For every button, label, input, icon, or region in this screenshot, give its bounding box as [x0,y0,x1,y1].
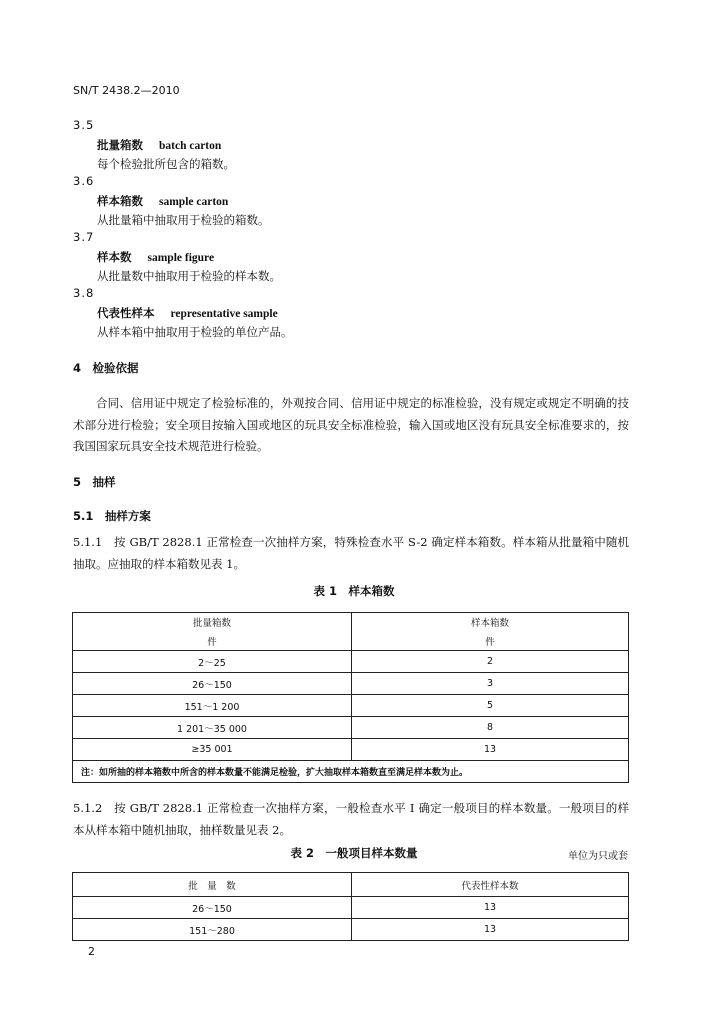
section-body: 合同、信用证中规定了检验标准的，外观按合同、信用证中规定的标准检验，没有规定或规定不明确的技术部分进行检验；安全项目按输入国或地区的玩具安全标准检验，输入国或地区没有玩具安全标准要求的，按我国国家玩具安全技术规范进行检验。 [73,396,629,453]
clause-text: 5.1.2 按 GB/T 2828.1 正常检查一次抽样方案，一般检查水平 Ⅰ 确定一般项目的样本数量。一般项目的样本从样本箱中随机抽取，抽样数量见表 2。 [73,801,629,837]
table-cell: 13 [352,739,629,761]
table-row [73,919,629,941]
table-caption: 表 1 样本箱数 [313,584,395,598]
table-cell: 151～280 [73,919,352,941]
table-cell: 26～150 [73,897,352,919]
table-header-row [73,613,629,651]
sample-carton-table [72,612,629,783]
table-row [73,739,629,761]
general-sample-table [72,872,629,941]
term-cn: 代表性样本 [97,306,155,320]
table-row [73,651,629,673]
table-row [73,673,629,695]
table-cell: 13 [352,897,629,919]
column-header: 样本箱数 [470,618,509,629]
table-row [73,717,629,739]
section-heading: 4 检验依据 [73,361,139,375]
table-header-cell [352,613,629,651]
term-en: batch carton [159,140,222,152]
table-cell: 3 [352,673,629,695]
term-definition: 从批量数中抽取用于检验的样本数。 [97,269,281,283]
table-note: 注：如所抽的样本箱数中所含的样本数量不能满足检验，扩大抽取样本箱数直至满足样本数为止。 [73,761,629,783]
section-heading: 5 抽样 [73,475,116,489]
term-en: sample carton [159,196,229,208]
clause-text: 5.1.1 按 GB/T 2828.1 正常检查一次抽样方案，特殊检查水平 S-2 确定样本箱数。样本箱从批量箱中随机抽取。应抽取的样本箱数见表 1。 [73,535,629,571]
term-number: 3.7 [73,230,95,244]
table-cell: 26～150 [73,673,352,695]
table-header-cell [73,613,352,651]
table-cell: 8 [352,717,629,739]
table-note-row [73,761,629,783]
table-row [73,695,629,717]
table-cell: 1 201～35 000 [73,717,352,739]
page-number: 2 [88,945,95,958]
table-row [73,897,629,919]
term-number: 3.8 [73,286,95,300]
term-cn: 批量箱数 [97,138,143,152]
unit-note: 单位为只或套 [568,851,628,862]
column-unit: 件 [485,637,495,648]
table-cell: 151～1 200 [73,695,352,717]
column-header: 代表性样本数 [352,873,629,897]
table-header-row [73,873,629,897]
term-en: representative sample [170,308,278,320]
term-number: 3.6 [73,174,95,188]
table-cell: ≥35 001 [73,739,352,761]
term-cn: 样本数 [97,250,132,264]
term-title [97,249,214,265]
term-definition: 每个检验批所包含的箱数。 [97,157,235,171]
subsection-heading: 5.1 抽样方案 [73,509,151,523]
term-title [97,305,278,321]
table-caption: 表 2 一般项目样本数量 [290,846,418,860]
term-definition: 从样本箱中抽取用于检验的单位产品。 [97,325,293,339]
term-cn: 样本箱数 [97,194,143,208]
term-title [97,137,221,153]
table-cell: 2 [352,651,629,673]
term-en: sample figure [147,252,215,264]
term-definition: 从批量箱中抽取用于检验的箱数。 [97,213,270,227]
column-header: 批量箱数 [192,618,231,629]
table-cell: 2～25 [73,651,352,673]
term-number: 3.5 [73,118,95,132]
column-header: 批 量 数 [73,873,352,897]
table-cell: 13 [352,919,629,941]
term-title [97,193,228,209]
document-id: SN/T 2438.2—2010 [73,84,180,97]
column-unit: 件 [207,637,217,648]
table-cell: 5 [352,695,629,717]
